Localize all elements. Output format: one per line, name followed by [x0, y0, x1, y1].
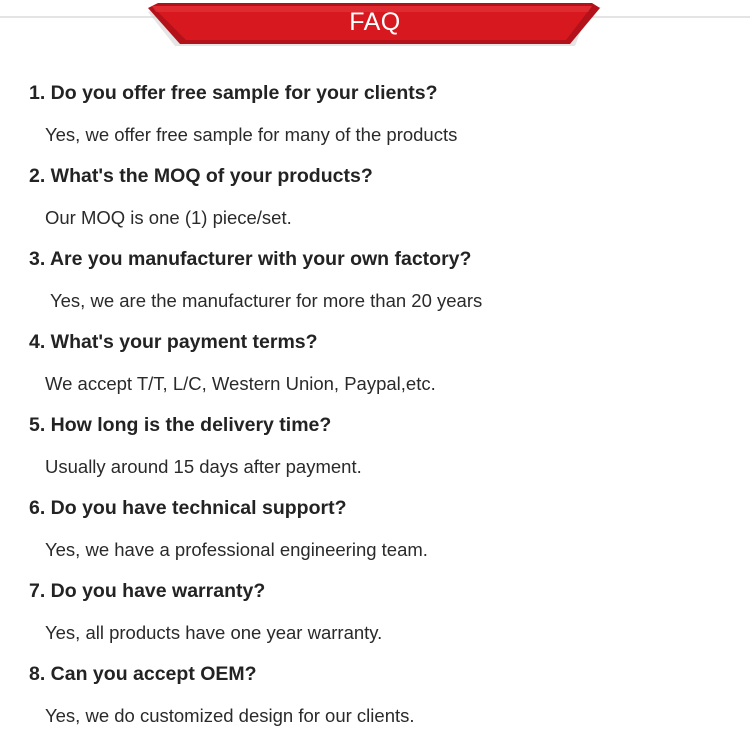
- faq-item-8: [0, 659, 750, 742]
- faq-answer: We accept T/T, L/C, Western Union, Paypal,etc.: [45, 373, 436, 394]
- faq-item-5: [0, 410, 750, 493]
- faq-question: 4. What's your payment terms?: [29, 331, 318, 353]
- faq-answer: Yes, we offer free sample for many of the products: [45, 124, 458, 145]
- faq-question: 7. Do you have warranty?: [29, 580, 266, 602]
- faq-item-1: [0, 78, 750, 161]
- faq-banner: [0, 0, 750, 50]
- faq-item-2: [0, 161, 750, 244]
- faq-answer: Our MOQ is one (1) piece/set.: [45, 207, 292, 228]
- faq-question: 3. Are you manufacturer with your own factory?: [29, 248, 472, 270]
- faq-question: 5. How long is the delivery time?: [29, 414, 332, 436]
- faq-answer: Yes, we have a professional engineering team.: [45, 539, 428, 560]
- faq-list: [0, 78, 750, 742]
- faq-answer: Yes, we do customized design for our clients.: [45, 705, 415, 726]
- faq-item-6: [0, 493, 750, 576]
- faq-item-7: [0, 576, 750, 659]
- faq-item-3: [0, 244, 750, 327]
- faq-answer: Usually around 15 days after payment.: [45, 456, 362, 477]
- faq-question: 8. Can you accept OEM?: [29, 663, 257, 685]
- faq-question: 1. Do you offer free sample for your clients?: [29, 82, 438, 104]
- faq-item-4: [0, 327, 750, 410]
- faq-answer: Yes, we are the manufacturer for more than 20 years: [50, 290, 483, 311]
- faq-question: 6. Do you have technical support?: [29, 497, 347, 519]
- faq-answer: Yes, all products have one year warranty.: [45, 622, 383, 643]
- faq-question: 2. What's the MOQ of your products?: [29, 165, 373, 187]
- page-title: FAQ: [349, 8, 401, 36]
